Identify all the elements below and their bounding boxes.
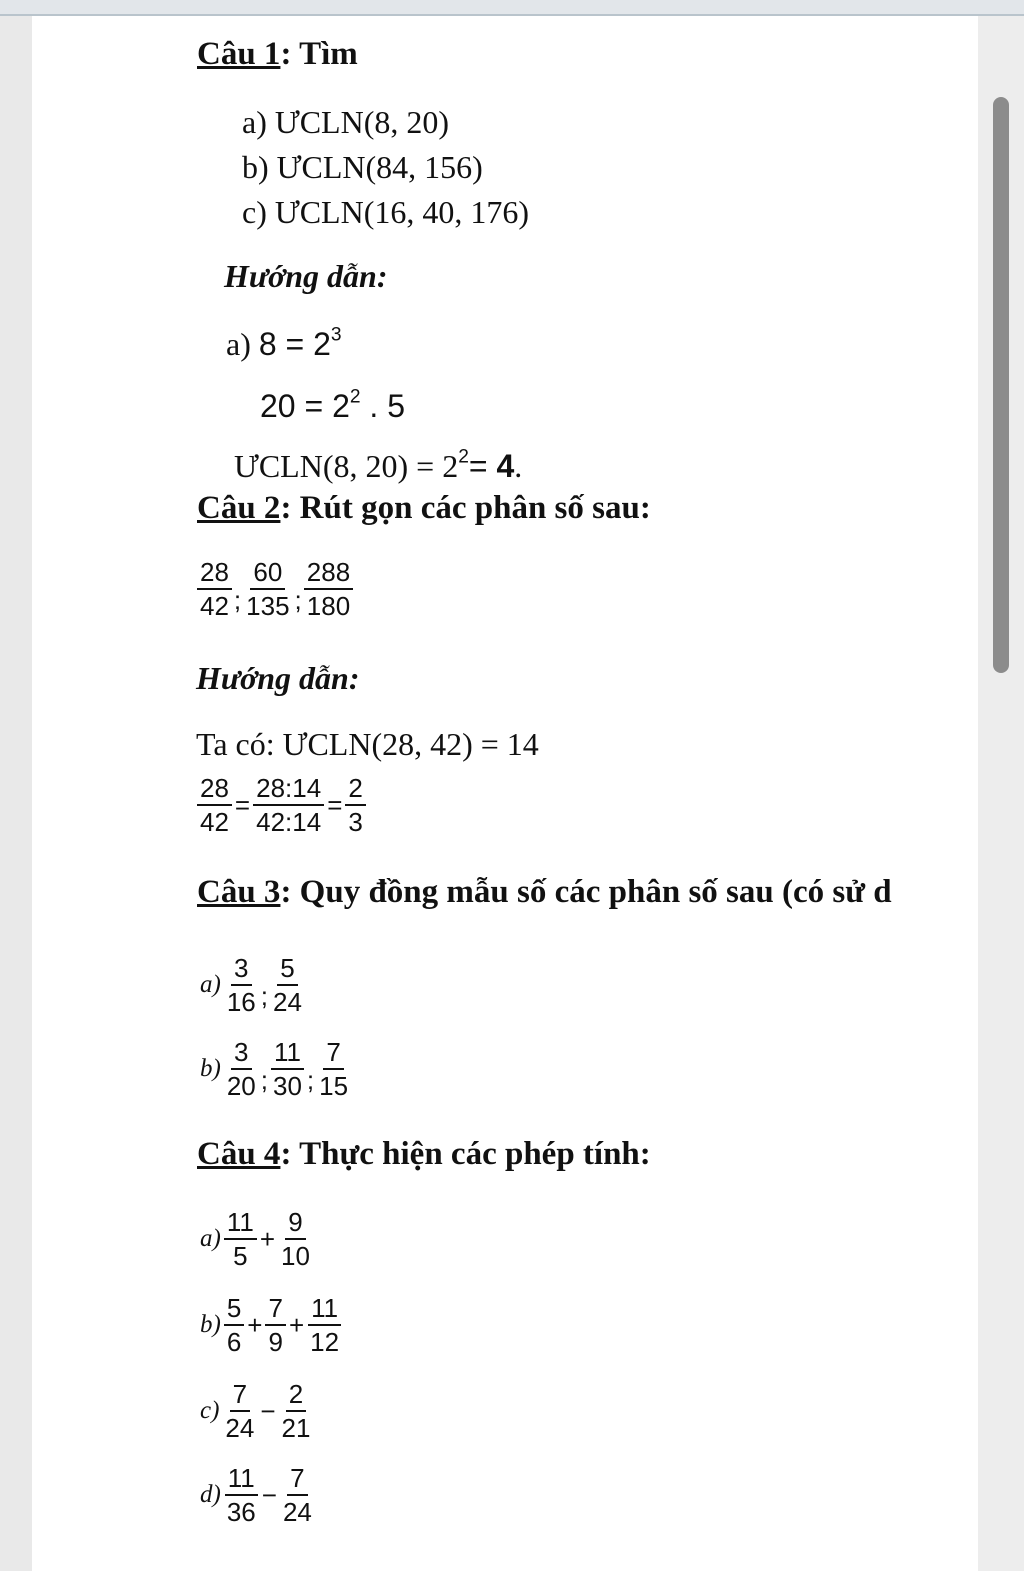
q2-chain-frac-1-num: 28 [197, 772, 232, 806]
q2-sol-chain [196, 772, 367, 838]
q1-guide-heading: Hướng dẫn: [224, 258, 388, 294]
q2-frac-3-den: 180 [306, 591, 351, 621]
q3-a-label: a) [200, 971, 221, 998]
q2-chain-eq-1: = [234, 789, 251, 820]
q1-sol-l3-eq: = [468, 448, 497, 484]
q4-d-frac-1 [223, 1462, 260, 1528]
q2-chain-frac-1 [196, 772, 233, 838]
q1-sol-l3-val: 4 [496, 448, 515, 484]
left-margin [0, 16, 32, 1571]
q4-a-frac-1 [223, 1206, 258, 1272]
q1-sol-l2-exp: 2 [349, 386, 361, 408]
q4-d-frac-1-num: 11 [225, 1462, 258, 1496]
q1-sol-l3-dot: . [514, 448, 523, 484]
q4-a-frac-2 [277, 1206, 314, 1272]
q3-b-frac-1 [223, 1036, 260, 1102]
q2-chain-frac-3-num: 2 [345, 772, 365, 806]
q3-a-frac-1-num: 3 [231, 952, 251, 986]
q4-title-text: : Thực hiện các phép tính: [280, 1136, 651, 1172]
q4-b-frac-3-den: 12 [310, 1327, 340, 1357]
q4-d-frac-1-den: 36 [226, 1497, 256, 1527]
q2-chain-frac-3-den: 3 [348, 807, 363, 837]
q3-number: Câu 3 [197, 874, 281, 910]
q4-a-op: + [259, 1223, 276, 1254]
q1-sol-l3: ƯCLN(8, 20) = 2 [234, 448, 459, 484]
q4-number: Câu 4 [197, 1136, 281, 1172]
q3-title [197, 874, 892, 911]
q3-item-b [200, 1036, 352, 1102]
q1-item-b-label: b) [242, 149, 269, 185]
q1-sol-label: a) [226, 326, 251, 362]
q2-chain-frac-3 [344, 772, 366, 838]
q2-title-text: : Rút gọn các phân số sau: [280, 490, 651, 526]
q1-item-c-text: ƯCLN(16, 40, 176) [274, 194, 529, 230]
q2-chain-eq-2: = [327, 789, 343, 820]
q4-b-op-1: + [247, 1309, 263, 1340]
q2-frac-1-num: 28 [197, 556, 232, 590]
q4-b-frac-2 [264, 1292, 286, 1358]
q2-frac-3 [303, 556, 354, 622]
q2-chain-frac-2 [252, 772, 325, 838]
q2-frac-2 [242, 556, 293, 622]
q4-c-frac-1-den: 24 [225, 1413, 255, 1443]
q1-sol-l1-exp: 3 [330, 324, 342, 346]
q2-number: Câu 2 [197, 490, 281, 526]
q1-title-text: : Tìm [280, 36, 358, 72]
q4-a-frac-1-num: 11 [224, 1206, 257, 1240]
q4-a-frac-1-den: 5 [233, 1241, 248, 1271]
q1-item-c [242, 194, 529, 231]
q1-sol-l2: 20 = 2 [260, 388, 350, 424]
q1-item-c-label: c) [242, 194, 267, 230]
q4-c-frac-2-num: 2 [286, 1378, 306, 1412]
q4-c-frac-1-num: 7 [230, 1378, 250, 1412]
q1-sol-line1 [226, 326, 342, 363]
q1-item-a-label: a) [242, 104, 267, 140]
q1-item-a [242, 104, 449, 141]
q2-frac-2-den: 135 [246, 591, 290, 621]
q4-b-frac-1-den: 6 [226, 1327, 242, 1357]
q4-c-op: − [260, 1395, 276, 1426]
q2-guide-heading: Hướng dẫn: [196, 660, 360, 696]
q4-b-frac-3 [306, 1292, 343, 1358]
q2-frac-1 [196, 556, 233, 622]
q1-sol-l2-rest: . 5 [360, 388, 405, 424]
top-bar [0, 0, 1024, 16]
q3-a-frac-2-num: 5 [277, 952, 297, 986]
q2-frac-1-den: 42 [200, 591, 229, 621]
q4-b-label: b) [200, 1311, 221, 1338]
q4-item-a [200, 1206, 314, 1272]
q4-title [197, 1136, 651, 1173]
q4-b-frac-3-num: 11 [308, 1292, 341, 1326]
q2-frac-2-num: 60 [250, 556, 285, 590]
q3-a-frac-2 [269, 952, 306, 1018]
q1-sol-l3-exp: 2 [458, 446, 469, 468]
q3-b-frac-2-num: 11 [271, 1036, 304, 1070]
q4-d-op: − [261, 1479, 277, 1510]
q3-b-frac-2 [269, 1036, 306, 1102]
q1-item-a-text: ƯCLN(8, 20) [274, 104, 449, 140]
q1-sol-line3 [234, 448, 522, 485]
q1-number: Câu 1 [197, 36, 281, 72]
q2-sep-1: ; [233, 584, 242, 615]
q4-a-frac-2-num: 9 [285, 1206, 305, 1240]
q2-frac-3-num: 288 [304, 556, 353, 590]
q2-title [197, 490, 651, 527]
q3-b-frac-1-den: 20 [226, 1071, 256, 1101]
q2-chain-frac-2-num: 28:14 [253, 772, 324, 806]
q1-item-b-text: ƯCLN(84, 156) [276, 149, 483, 185]
q2-sep-2: ; [294, 584, 302, 615]
q2-chain-frac-2-den: 42:14 [256, 807, 322, 837]
scrollbar-thumb[interactable] [993, 97, 1009, 673]
q3-b-sep-1: ; [260, 1064, 268, 1095]
q3-a-frac-1 [223, 952, 260, 1018]
q3-a-frac-2-den: 24 [272, 987, 302, 1017]
q4-a-label: a) [200, 1225, 221, 1252]
q4-d-label: d) [200, 1481, 221, 1508]
q4-d-frac-2 [279, 1462, 316, 1528]
q3-b-frac-2-den: 30 [272, 1071, 302, 1101]
q2-chain-frac-1-den: 42 [200, 807, 229, 837]
q3-b-label: b) [200, 1055, 221, 1082]
q4-b-frac-1 [223, 1292, 245, 1358]
q3-title-text: : Quy đồng mẫu số các phân số sau (có sử d [280, 874, 892, 910]
q3-a-sep: ; [260, 980, 268, 1011]
q1-sol-line2 [260, 388, 405, 425]
q3-b-frac-3 [315, 1036, 352, 1102]
q4-b-op-2: + [288, 1309, 305, 1340]
q4-c-frac-2 [278, 1378, 315, 1444]
q4-c-frac-1 [221, 1378, 258, 1444]
q4-d-frac-2-num: 7 [287, 1462, 307, 1496]
q4-a-frac-2-den: 10 [281, 1241, 310, 1271]
q1-title [197, 36, 358, 73]
q4-item-b [200, 1292, 343, 1358]
q3-item-a [200, 952, 306, 1018]
q1-item-b [242, 149, 483, 186]
q4-c-frac-2-den: 21 [281, 1413, 311, 1443]
q3-b-frac-3-num: 7 [323, 1036, 343, 1070]
q4-item-d [200, 1462, 316, 1528]
q3-b-frac-1-num: 3 [231, 1036, 251, 1070]
document-page [32, 16, 978, 1571]
q3-a-frac-1-den: 16 [226, 987, 256, 1017]
q4-c-label: c) [200, 1397, 220, 1424]
q3-b-sep-2: ; [306, 1064, 315, 1095]
q4-b-frac-2-den: 9 [268, 1327, 283, 1357]
q2-fractions [196, 556, 354, 622]
q4-b-frac-2-num: 7 [265, 1292, 285, 1326]
q4-d-frac-2-den: 24 [282, 1497, 312, 1527]
q3-b-frac-3-den: 15 [319, 1071, 349, 1101]
q4-b-frac-1-num: 5 [224, 1292, 244, 1326]
q2-sol-text: Ta có: ƯCLN(28, 42) = 14 [196, 726, 539, 762]
q4-item-c [200, 1378, 314, 1444]
q1-sol-l1: 8 = 2 [258, 326, 331, 362]
